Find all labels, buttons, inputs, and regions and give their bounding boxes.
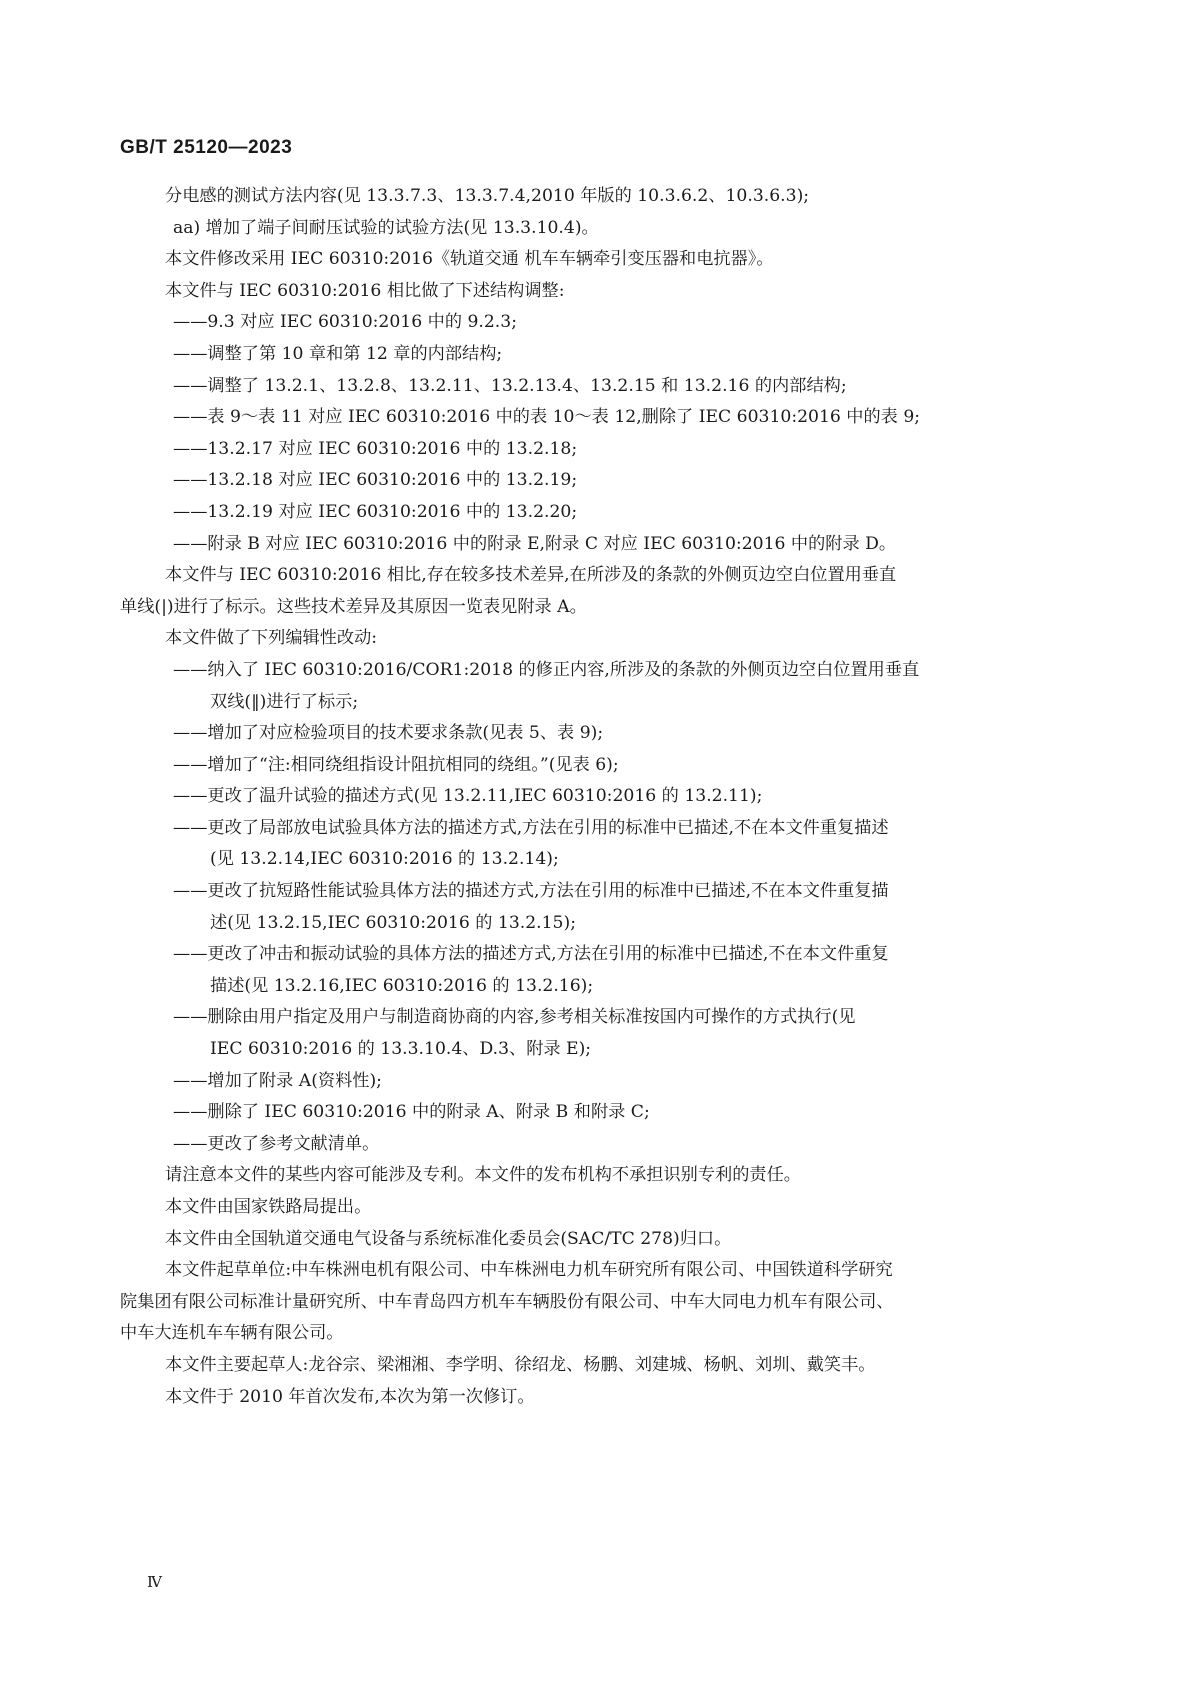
text-line: aa) 增加了端子间耐压试验的试验方法(见 13.3.10.4)。 — [173, 217, 599, 238]
text-line: ——表 9～表 11 对应 IEC 60310:2016 中的表 10～表 12,删除了 IEC 60310:2016 中的表 9; — [173, 407, 921, 428]
text-line: ——增加了对应检验项目的技术要求条款(见表 5、表 9); — [173, 723, 604, 744]
text-line: 本文件由全国轨道交通电气设备与系统标准化委员会(SAC/TC 278)归口。 — [165, 1228, 732, 1249]
text-line: (见 13.2.14,IEC 60310:2016 的 13.2.14); — [210, 849, 559, 870]
text-line: 院集团有限公司标准计量研究所、中车青岛四方机车车辆股份有限公司、中车大同电力机车有限公司、 — [120, 1291, 894, 1312]
text-line: 本文件起草单位:中车株洲电机有限公司、中车株洲电力机车研究所有限公司、中国铁道科学研究 — [165, 1260, 893, 1281]
text-line: ——更改了冲击和振动试验的具体方法的描述方式,方法在引用的标准中已描述,不在本文件重复 — [173, 944, 889, 965]
text-line: ——调整了第 10 章和第 12 章的内部结构; — [173, 343, 503, 364]
text-line: ——更改了抗短路性能试验具体方法的描述方式,方法在引用的标准中已描述,不在本文件重复描 — [173, 881, 889, 902]
text-line: ——增加了“注:相同绕组指设计阻抗相同的绕组。”(见表 6); — [173, 754, 619, 775]
text-line: IEC 60310:2016 的 13.3.10.4、D.3、附录 E); — [210, 1039, 592, 1060]
text-line: 本文件由国家铁路局提出。 — [165, 1197, 372, 1217]
text-line: ——13.2.17 对应 IEC 60310:2016 中的 13.2.18; — [173, 438, 578, 459]
text-line: 本文件修改采用 IEC 60310:2016《轨道交通 机车车辆牵引变压器和电抗器》。 — [165, 249, 774, 270]
text-line: 请注意本文件的某些内容可能涉及专利。本文件的发布机构不承担识别专利的责任。 — [165, 1165, 801, 1186]
text-line: 中车大连机车车辆有限公司。 — [120, 1323, 344, 1344]
text-line: ——纳入了 IEC 60310:2016/COR1:2018 的修正内容,所涉及的条款的外侧页边空白位置用垂直 — [173, 659, 920, 680]
document-id-header: GB/T 25120—2023 — [120, 137, 293, 158]
text-line: ——更改了温升试验的描述方式(见 13.2.11,IEC 60310:2016 的 13.2.11); — [173, 786, 763, 807]
text-line: 本文件主要起草人:龙谷宗、梁湘湘、李学明、徐绍龙、杨鹏、刘建城、杨帆、刘圳、戴笑丰。 — [165, 1354, 876, 1375]
text-line: 述(见 13.2.15,IEC 60310:2016 的 13.2.15); — [210, 912, 576, 933]
page-number: Ⅳ — [147, 1573, 162, 1591]
text-line: 单线(|)进行了标示。这些技术差异及其原因一览表见附录 A。 — [120, 596, 587, 617]
text-line: ——9.3 对应 IEC 60310:2016 中的 9.2.3; — [173, 312, 517, 333]
text-line: ——附录 B 对应 IEC 60310:2016 中的附录 E,附录 C 对应 IEC 60310:2016 中的附录 D。 — [173, 533, 897, 554]
text-line: ——调整了 13.2.1、13.2.8、13.2.11、13.2.13.4、13.2.15 和 13.2.16 的内部结构; — [173, 375, 847, 396]
text-line: 本文件于 2010 年首次发布,本次为第一次修订。 — [165, 1386, 535, 1407]
text-line: ——13.2.18 对应 IEC 60310:2016 中的 13.2.19; — [173, 470, 578, 491]
text-line: ——增加了附录 A(资料性); — [173, 1070, 382, 1091]
text-line: ——删除由用户指定及用户与制造商协商的内容,参考相关标准按国内可操作的方式执行(见 — [173, 1007, 856, 1028]
text-line: 本文件与 IEC 60310:2016 相比做了下述结构调整: — [165, 280, 565, 301]
foreword-body — [120, 181, 1072, 1413]
text-line: 双线(‖)进行了标示; — [210, 691, 359, 712]
text-line: 分电感的测试方法内容(见 13.3.7.3、13.3.7.4,2010 年版的 10.3.6.2、10.3.6.3); — [165, 186, 810, 206]
text-line: 本文件做了下列编辑性改动: — [165, 628, 378, 649]
text-line: 本文件与 IEC 60310:2016 相比,存在较多技术差异,在所涉及的条款的外侧页边空白位置用垂直 — [165, 565, 897, 586]
text-line: 描述(见 13.2.16,IEC 60310:2016 的 13.2.16); — [210, 975, 594, 996]
text-line: ——13.2.19 对应 IEC 60310:2016 中的 13.2.20; — [173, 501, 578, 522]
text-line: ——更改了参考文献清单。 — [173, 1133, 380, 1154]
text-line: ——删除了 IEC 60310:2016 中的附录 A、附录 B 和附录 C; — [173, 1102, 650, 1123]
text-line: ——更改了局部放电试验具体方法的描述方式,方法在引用的标准中已描述,不在本文件重复描述 — [173, 817, 889, 838]
